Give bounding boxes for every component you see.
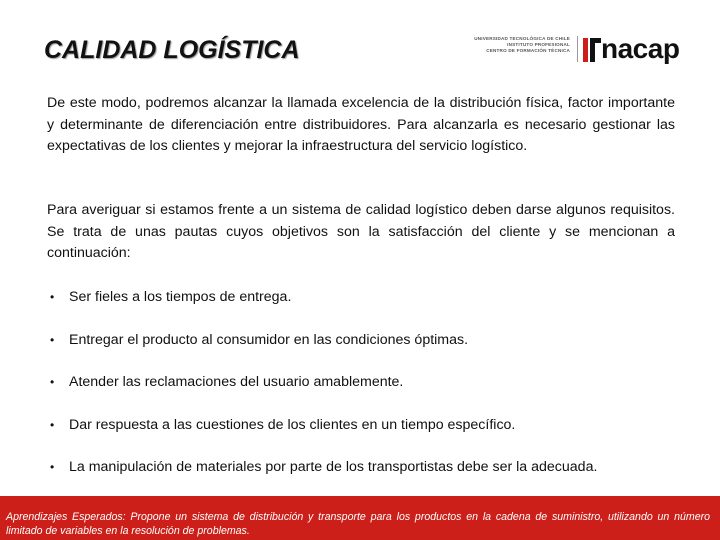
list-item-text: La manipulación de materiales por parte de los transportistas debe ser la adecuada. <box>69 459 598 475</box>
logo-line-3: CENTRO DE FORMACIÓN TÉCNICA <box>486 48 570 53</box>
bullet-icon: • <box>50 460 55 474</box>
bullet-icon: • <box>50 417 55 432</box>
list-item <box>47 457 707 500</box>
bullet-icon: • <box>50 332 55 347</box>
logo-wordmark: nacap <box>601 33 680 64</box>
list-item <box>47 415 707 458</box>
learning-outcomes-text: Aprendizajes Esperados: Propone un sistema de distribución y transporte para los productos en la cadena de suministro, utilizando un número limitado de variables en la resolución de problemas. <box>6 511 710 537</box>
list-item <box>47 287 707 330</box>
list-item <box>47 372 707 415</box>
logo-divider <box>577 36 578 62</box>
bullet-icon: • <box>50 375 55 389</box>
list-item-text: Ser fieles a los tiempos de entrega. <box>69 289 292 305</box>
footer-banner <box>0 496 720 540</box>
inacap-logo <box>466 34 706 72</box>
requirements-list <box>47 287 707 500</box>
logo-institution-text <box>466 36 570 54</box>
list-item <box>47 330 707 373</box>
list-item-text: Dar respuesta a las cuestiones de los clientes en un tiempo específico. <box>69 416 516 433</box>
page-title: CALIDAD LOGÍSTICA <box>44 36 300 64</box>
bullet-icon: • <box>50 290 55 304</box>
list-item-text: Atender las reclamaciones del usuario amablemente. <box>69 374 404 390</box>
logo-line-2: INSTITUTO PROFESIONAL <box>507 42 570 47</box>
list-item-text: Entregar el producto al consumidor en las condiciones óptimas. <box>69 331 469 348</box>
inacap-mark-icon <box>583 37 601 63</box>
intro-paragraph: De este modo, podremos alcanzar la llamada excelencia de la distribución física, factor importante y determinante de diferenciación entre distribuidores. Para alcanzarla es necesario gestionar las expectativas de los clientes y mejorar la infraestructura del servicio logístico. <box>47 95 675 154</box>
logo-line-1: UNIVERSIDAD TECNOLÓGICA DE CHILE <box>474 36 570 41</box>
requirements-paragraph: Para averiguar si estamos frente a un sistema de calidad logístico deben darse algunos requisitos. Se trata de unas pautas cuyos objetivos son la satisfacción del cliente y se mencionan a continuación: <box>47 202 675 261</box>
